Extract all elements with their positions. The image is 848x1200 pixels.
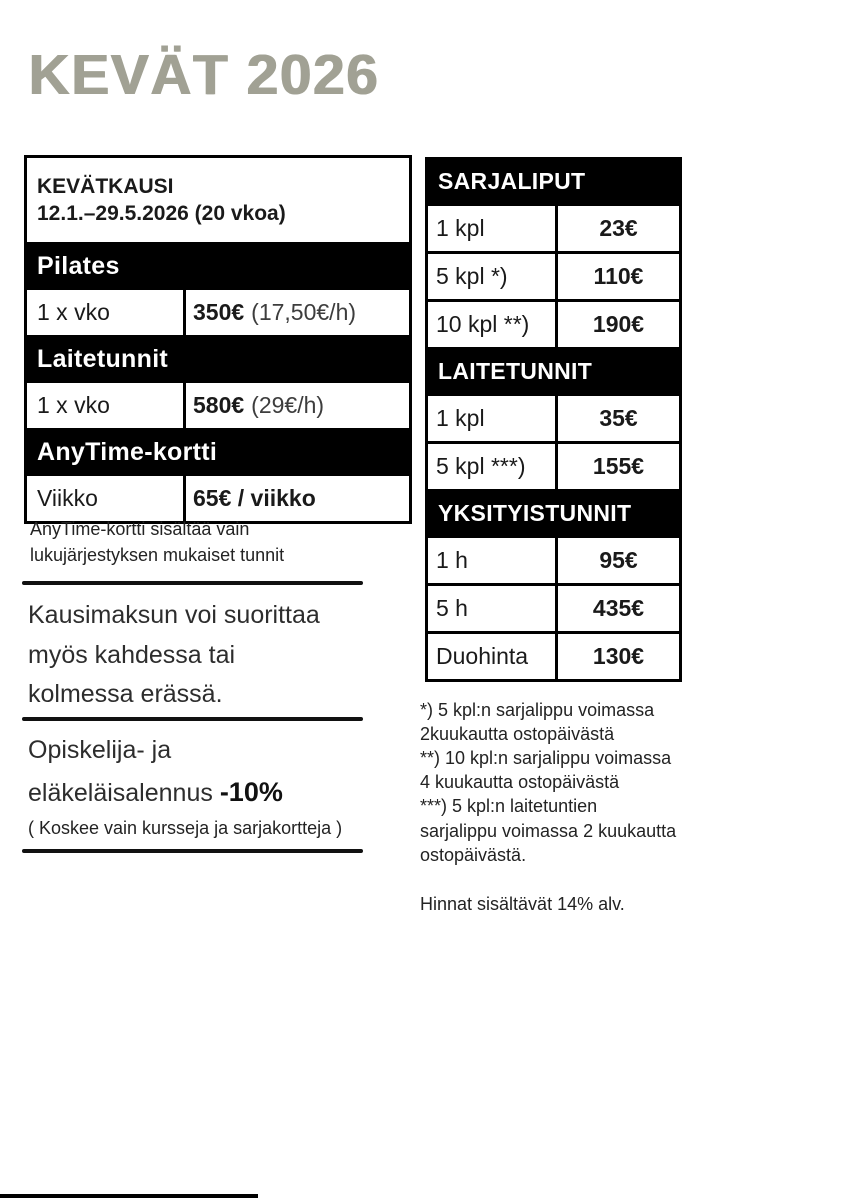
discount-small-note: ( Koskee vain kursseja ja sarjakortteja ): [28, 818, 343, 839]
row-label: 5 kpl *): [428, 254, 555, 299]
row-label: 1 x vko: [27, 290, 183, 335]
table-row: [27, 383, 409, 428]
row-price: 65€ / viikko: [193, 485, 316, 511]
anytime-footnote: [30, 517, 350, 568]
season-dates: 12.1.–29.5.2026 (20 vkoa): [37, 202, 286, 225]
row-label: 5 kpl ***): [428, 444, 555, 489]
row-price-note: (29€/h): [251, 392, 325, 418]
row-price: 435€: [558, 586, 679, 631]
row-label: 1 kpl: [428, 206, 555, 251]
installment-line: Kausimaksun voi suorittaa: [28, 601, 320, 629]
table-row: [428, 586, 679, 631]
season-name: KEVÄTKAUSI: [37, 174, 174, 198]
row-price-cell: [186, 476, 409, 521]
discount-line: [28, 771, 388, 814]
row-price-cell: [186, 290, 409, 335]
table-row: [27, 290, 409, 335]
row-price: 35€: [558, 396, 679, 441]
section-heading-pilates: Pilates: [27, 245, 409, 287]
section-heading-laitetunnit: Laitetunnit: [27, 338, 409, 380]
installment-line: kolmessa erässä.: [28, 680, 223, 708]
discount-note: [28, 731, 388, 841]
section-heading-sarjaliput: SARJALIPUT: [428, 160, 679, 203]
row-price: 155€: [558, 444, 679, 489]
footnote-line: sarjalippu voimassa 2 kuukautta: [420, 820, 677, 841]
discount-label: eläkeläisalennus: [28, 778, 213, 807]
footnote-line: 4 kuukautta ostopäivästä: [420, 772, 620, 793]
row-label: 1 x vko: [27, 383, 183, 428]
table-row: [428, 444, 679, 489]
partial-divider: [0, 1194, 258, 1198]
row-price: 350€: [193, 299, 245, 325]
row-price: 23€: [558, 206, 679, 251]
footnote-line: ostopäivästä.: [420, 844, 527, 865]
footnote-line: 2kuukautta ostopäivästä: [420, 724, 615, 745]
row-price-note: (17,50€/h): [251, 299, 357, 325]
section-heading-laitetunnit-right: LAITETUNNIT: [428, 350, 679, 393]
row-price-cell: [186, 383, 409, 428]
row-label: Duohinta: [428, 634, 555, 679]
anytime-footnote-line: lukujärjestyksen mukaiset tunnit: [30, 544, 285, 565]
table-row: [428, 254, 679, 299]
section-heading-anytime: AnyTime-kortti: [27, 431, 409, 473]
season-header: [27, 158, 409, 242]
vat-note: Hinnat sisältävät 14% alv.: [420, 893, 625, 914]
page-title: KEVÄT 2026: [28, 43, 379, 107]
installment-line: myös kahdessa tai: [28, 640, 236, 669]
table-row: [27, 476, 409, 521]
left-price-table: [24, 155, 412, 524]
row-label: 10 kpl **): [428, 302, 555, 347]
divider: [22, 581, 363, 585]
table-row: [428, 634, 679, 679]
row-price: 130€: [558, 634, 679, 679]
section-heading-yksityistunnit: YKSITYISTUNNIT: [428, 492, 679, 535]
footnote-line: *) 5 kpl:n sarjalippu voimassa: [420, 700, 655, 720]
table-row: [428, 538, 679, 583]
anytime-footnote-line: AnyTime-kortti sisältää vain: [30, 519, 250, 539]
row-price: 95€: [558, 538, 679, 583]
divider: [22, 717, 363, 721]
divider: [22, 849, 363, 853]
row-label: 1 h: [428, 538, 555, 583]
row-label: 1 kpl: [428, 396, 555, 441]
right-price-table: [425, 157, 682, 682]
row-price: 110€: [558, 254, 679, 299]
row-label: Viikko: [27, 476, 183, 521]
discount-line: Opiskelija- ja: [28, 736, 172, 764]
row-price: 580€: [193, 392, 245, 418]
table-row: [428, 206, 679, 251]
discount-value: -10%: [219, 776, 283, 807]
table-row: [428, 396, 679, 441]
installment-note: [28, 596, 388, 715]
footnote-line: ***) 5 kpl:n laitetuntien: [420, 796, 598, 817]
footnote-line: **) 10 kpl:n sarjalippu voimassa: [420, 748, 672, 769]
row-price: 190€: [558, 302, 679, 347]
table-row: [428, 302, 679, 347]
footnotes-block: [420, 698, 710, 916]
row-label: 5 h: [428, 586, 555, 631]
